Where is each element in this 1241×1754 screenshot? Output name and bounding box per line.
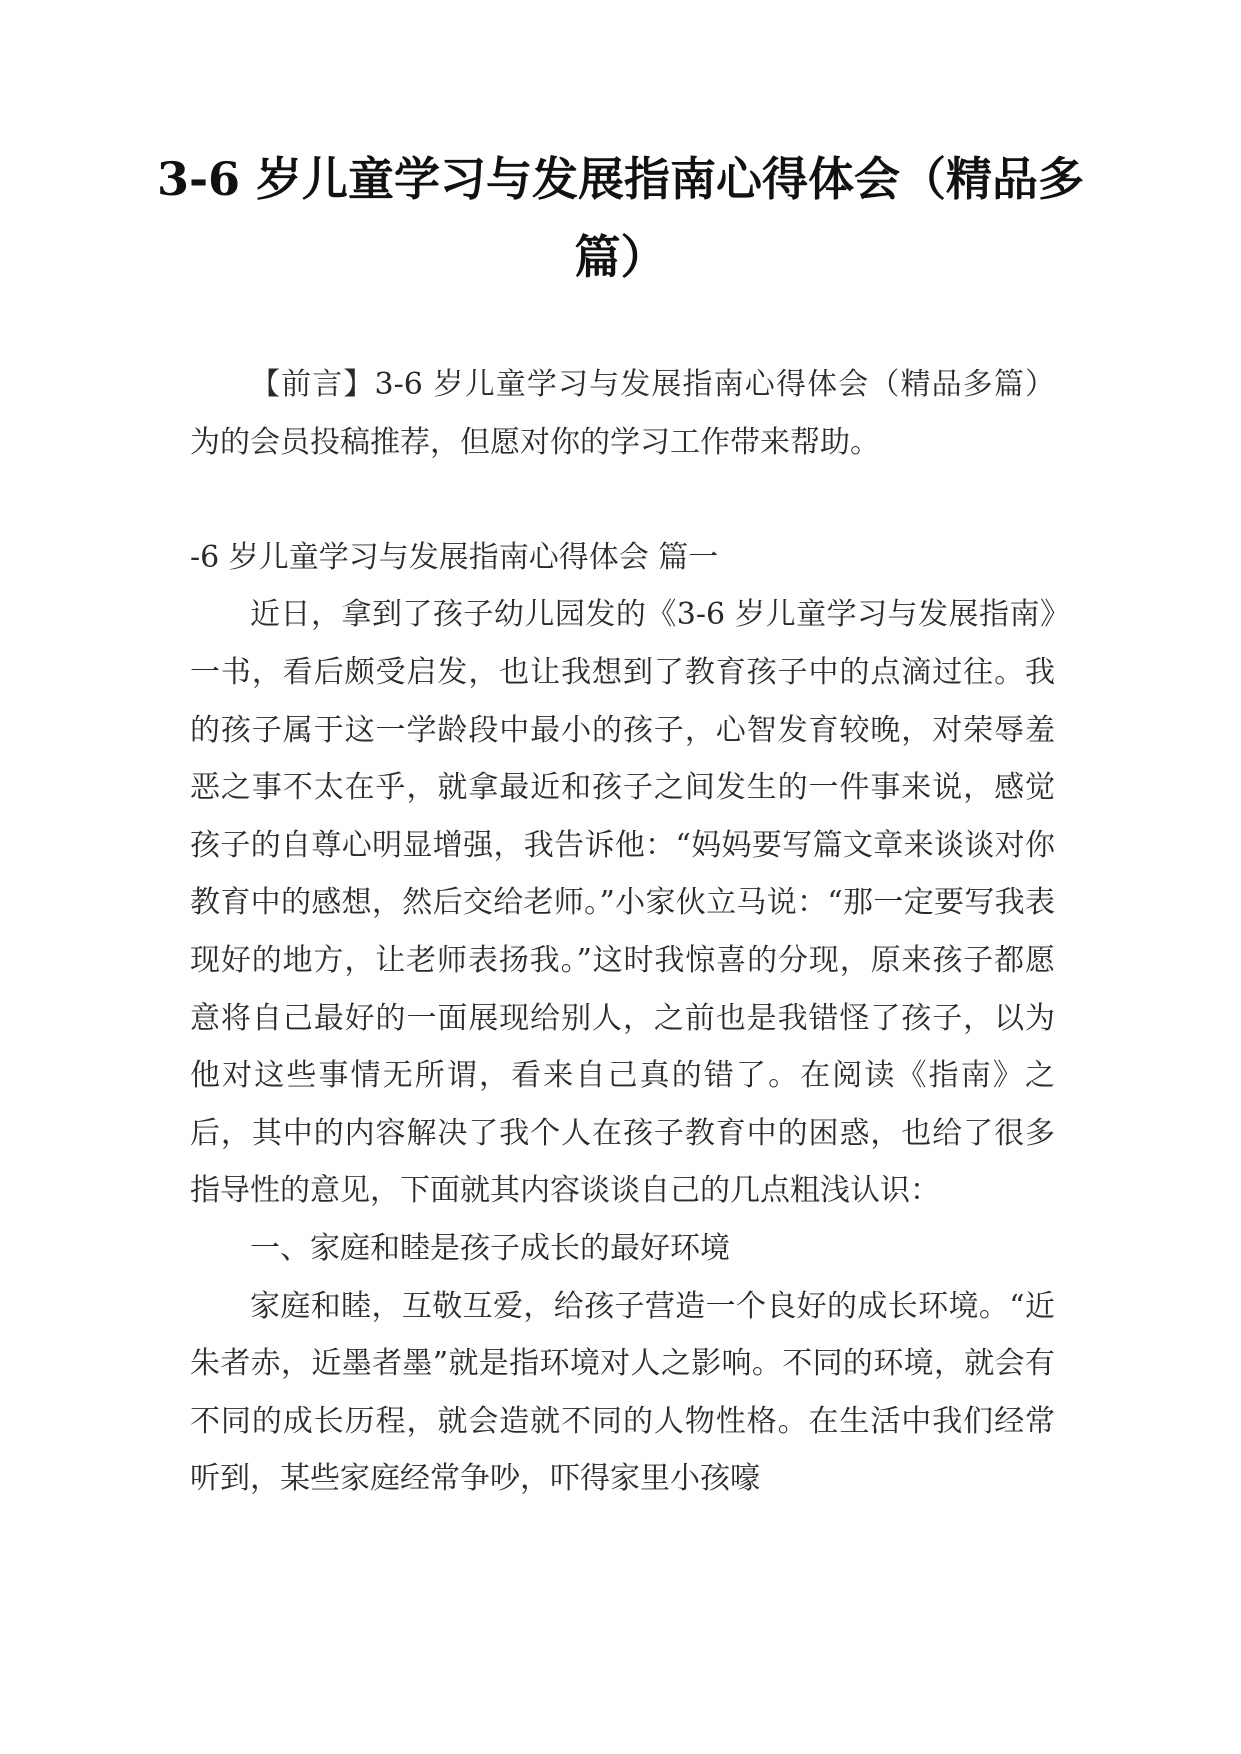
document-body	[190, 356, 1055, 1508]
body-paragraph: 家庭和睦，互敬互爱，给孩子营造一个良好的成长环境。“近朱者赤，近墨者墨”就是指环境对人之影响。不同的环境，就会有不同的成长历程，就会造就不同的人物性格。在生活中我们经常听到，某些家庭经常争吵，吓得家里小孩嚎	[190, 1288, 1055, 1497]
document-title: 3-6 岁儿童学习与发展指南心得体会（精品多篇）	[156, 152, 1085, 284]
preface-paragraph: 【前言】3-6 岁儿童学习与发展指南心得体会（精品多篇）为的会员投稿推荐，但愿对你的学习工作带来帮助。	[190, 367, 1055, 460]
subheading-paragraph: 一、家庭和睦是孩子成长的最好环境	[250, 1230, 730, 1266]
body-paragraph: 近日，拿到了孩子幼儿园发的《3-6 岁儿童学习与发展指南》一书，看后颇受启发，也让我想到了教育孩子中的点滴过往。我的孩子属于这一学龄段中最小的孩子，心智发育较晚，对荣辱羞恶之事不太在乎，就拿最近和孩子之间发生的一件事来说，感觉孩子的自尊心明显增强，我告诉他：“妈妈要写篇文章来谈谈对你教育中的感想，然后交给老师。”小家伙立马说：“那一定要写我表现好的地方，让老师表扬我。”这时我惊喜的分现，原来孩子都愿意将自己最好的一面展现给别人，之前也是我错怪了孩子，以为他对这些事情无所谓，看来自己真的错了。在阅读《指南》之后，其中的内容解决了我个人在孩子教育中的困惑，也给了很多指导性的意见，下面就其内容谈谈自己的几点粗浅认识：	[190, 597, 1055, 1209]
section-heading: -6 岁儿童学习与发展指南心得体会 篇一	[190, 539, 719, 575]
